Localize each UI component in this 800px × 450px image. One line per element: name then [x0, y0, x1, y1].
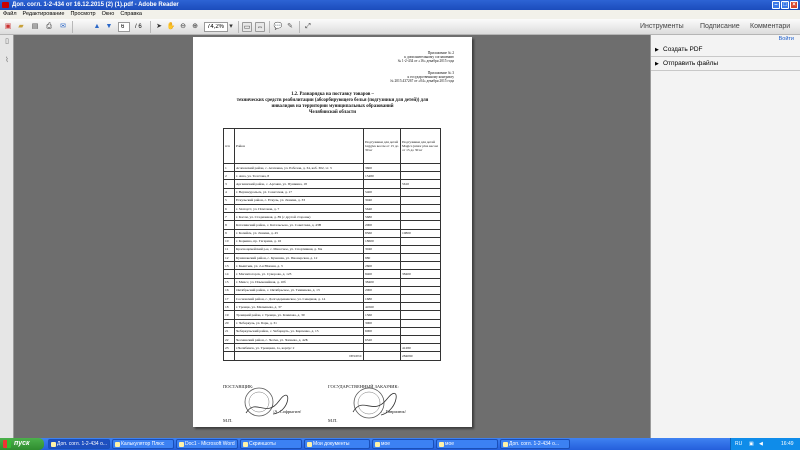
- district-cell: г. Кыштым, ул. 2-я Южная, д. 3: [235, 262, 364, 270]
- task-icon: [179, 442, 184, 447]
- district-cell: г. Чебаркуль, ул. Барк, д. 31: [235, 319, 364, 327]
- column-header: п/п: [224, 129, 235, 164]
- giggles-cell: 3040: [364, 245, 401, 253]
- table-row: [224, 303, 441, 311]
- magics-cell: 41280: [401, 344, 441, 352]
- toolbar-divider: [150, 21, 151, 33]
- table-row: [224, 172, 441, 180]
- comment-icon[interactable]: 💬: [273, 23, 283, 30]
- fit-page-icon[interactable]: ▭: [243, 24, 251, 31]
- giggles-cell: 44560: [364, 303, 401, 311]
- toolbar-divider: [269, 21, 270, 33]
- magics-cell: [401, 172, 441, 180]
- magics-cell: [401, 278, 441, 286]
- header-line: № 1-2-434 от «16» декабря 2015 года: [397, 59, 454, 63]
- table-row: [224, 245, 441, 253]
- tab-sign[interactable]: Подписание: [700, 23, 740, 30]
- volume-icon[interactable]: ◀: [759, 441, 763, 447]
- menu-edit[interactable]: Редактирование: [22, 11, 65, 17]
- table-row: [224, 164, 441, 172]
- magics-cell: [401, 327, 441, 335]
- zoom-level-input[interactable]: [204, 22, 228, 32]
- row-number-cell: 22: [224, 335, 235, 343]
- district-cell: г. Златоуст, ул. Почтовая, д. 7: [235, 204, 364, 212]
- tab-comments[interactable]: Комментари: [750, 23, 791, 30]
- row-number-cell: 12: [224, 254, 235, 262]
- table-row: [224, 327, 441, 335]
- task-folder-moe-1[interactable]: [372, 439, 434, 449]
- table-row: [224, 319, 441, 327]
- row-number-cell: 13: [224, 262, 235, 270]
- table-total-row: [224, 352, 441, 360]
- task-label: Скриншоты: [249, 441, 276, 447]
- district-cell: г. Магнитогорск, ул. Суворова, д. 123: [235, 270, 364, 278]
- row-number-cell: 21: [224, 327, 235, 335]
- district-cell: г. Касли, ул. Стадионная, д. 89 (с другой стороны): [235, 213, 364, 221]
- task-adobe-reader[interactable]: [48, 439, 110, 449]
- magics-cell: [401, 245, 441, 253]
- expand-triangle-icon: ▶: [655, 61, 659, 67]
- task-label: Мои документы: [313, 441, 350, 447]
- start-button[interactable]: [0, 438, 44, 450]
- create-pdf-label: Создать PDF: [663, 46, 703, 53]
- giggles-cell: 2600: [364, 262, 401, 270]
- column-header: Подгузники для детей Giggles весом от 15 до 30 кг: [364, 129, 401, 164]
- magics-cell: 5610: [401, 180, 441, 188]
- task-adobe-reader-2[interactable]: [500, 439, 570, 449]
- table-row: [224, 213, 441, 221]
- window-title: Доп. согл. 1-2-434 от 16.12.2015 (2) (1).pdf - Adobe Reader: [12, 2, 179, 8]
- document-viewport[interactable]: [14, 35, 650, 438]
- column-header: Подгузники для детей Magics junior plus весом от 15 до 30 кг: [401, 129, 441, 164]
- giggles-cell: 3000: [364, 319, 401, 327]
- district-cell: Аргаяшский район, с. Аргаяш, ул. Пушкина, 18: [235, 180, 364, 188]
- print-icon[interactable]: ⎙: [46, 23, 52, 30]
- giggles-cell: 6520: [364, 335, 401, 343]
- row-number-cell: 1: [224, 164, 235, 172]
- task-label: мое: [445, 441, 454, 447]
- toolbar-divider: [72, 21, 73, 33]
- menu-bar: [0, 10, 800, 19]
- previous-page-icon[interactable]: ▲: [93, 23, 101, 30]
- menu-file[interactable]: Файл: [3, 11, 17, 17]
- task-label: мое: [381, 441, 390, 447]
- giggles-cell: 2000: [364, 221, 401, 229]
- magics-cell: [401, 196, 441, 204]
- giggles-cell: 8560: [364, 229, 401, 237]
- task-icon: [51, 442, 56, 447]
- save-icon[interactable]: ▤: [31, 23, 39, 30]
- giggles-cell: 8400: [364, 270, 401, 278]
- expand-triangle-icon: ▶: [655, 47, 659, 53]
- row-number-cell: 11: [224, 245, 235, 253]
- chevron-down-icon[interactable]: ▾: [229, 23, 233, 30]
- giggles-cell: 1560: [364, 311, 401, 319]
- pages-panel-icon[interactable]: ▯: [5, 38, 9, 45]
- magics-cell: [401, 295, 441, 303]
- title-line: инвалидов на территории муниципальных образований: [271, 104, 394, 109]
- header-line: Приложение № 3: [427, 71, 454, 75]
- navigation-pane: [0, 35, 14, 438]
- magics-cell: [401, 311, 441, 319]
- magics-cell: [401, 319, 441, 327]
- customer-name: / . Гаврилюк/: [381, 409, 406, 414]
- table-row: [224, 344, 441, 352]
- header-line: к государственному контракту: [407, 75, 454, 79]
- row-number-cell: 17: [224, 295, 235, 303]
- row-number-cell: 10: [224, 237, 235, 245]
- next-page-icon[interactable]: ▼: [105, 23, 113, 30]
- title-line: Челябинской области: [308, 110, 357, 115]
- row-number-cell: 20: [224, 319, 235, 327]
- row-number-cell: 15: [224, 278, 235, 286]
- task-word[interactable]: [176, 439, 238, 449]
- row-number-cell: 18: [224, 303, 235, 311]
- district-cell: г. Аша, ул. Толстова, 8: [235, 172, 364, 180]
- customer-mp: М.П.: [328, 418, 338, 423]
- empty-cell: [364, 352, 401, 360]
- district-cell: Красноармейский р-н, с. Миасское, ул. Спортивная, д. 8А: [235, 245, 364, 253]
- magics-cell: [401, 254, 441, 262]
- document-title: [193, 92, 472, 116]
- task-my-documents[interactable]: [304, 439, 370, 449]
- supplier-name: /А. Софрыгин/: [273, 409, 302, 414]
- giggles-cell: [364, 344, 401, 352]
- district-cell: Каталинский район, с. Катальсьою, ул. Советская, д. 43В: [235, 221, 364, 229]
- magics-cell: [401, 237, 441, 245]
- network-icon[interactable]: ▣: [749, 441, 754, 447]
- magics-cell: [401, 335, 441, 343]
- customer-stamp-inner: [358, 392, 380, 414]
- district-cell: Кунашакский район, с. Кунашак, ул. Пионерская, д. 12: [235, 254, 364, 262]
- row-number-cell: 3: [224, 180, 235, 188]
- giggles-cell: [364, 180, 401, 188]
- sign-in-link[interactable]: Войти: [778, 36, 794, 42]
- district-cell: г. Миасс, ул. Ильменейная, д. 10б: [235, 278, 364, 286]
- giggles-cell: 1680: [364, 295, 401, 303]
- header-line: Приложение № 2: [427, 51, 454, 55]
- windows-logo-icon: [3, 440, 11, 448]
- district-cell: Чебаркульский район, с. Чебаркуль, ул. Карпенко, д. 15: [235, 327, 364, 335]
- toolbar-divider: [299, 21, 300, 33]
- page-number-input[interactable]: [118, 22, 130, 32]
- create-pdf-icon[interactable]: ▣: [4, 23, 12, 30]
- language-indicator[interactable]: RU: [735, 441, 743, 447]
- pdf-page: [193, 37, 472, 427]
- total-value-cell: 284090: [401, 352, 441, 360]
- attachments-icon[interactable]: ⌇: [5, 57, 9, 64]
- expand-icon[interactable]: ⤢: [305, 23, 311, 30]
- magics-cell: [401, 303, 441, 311]
- table-row: [224, 311, 441, 319]
- supplier-signature: [246, 395, 288, 414]
- district-cell: Агаповский район, с. Агаповка, ул. Рабочая, д. 34, каб. 302, эт. 3: [235, 164, 364, 172]
- giggles-cell: 15480: [364, 172, 401, 180]
- row-number-cell: 14: [224, 270, 235, 278]
- task-folder-moe-2[interactable]: [436, 439, 498, 449]
- giggles-cell: 6000: [364, 327, 401, 335]
- district-cell: Сосновский район, с. Долгодеревенское, ул. Северная, д. 14: [235, 295, 364, 303]
- giggles-cell: 5400: [364, 188, 401, 196]
- supplier-stamp-inner: [249, 392, 269, 412]
- magics-cell: [401, 262, 441, 270]
- page-total: / 6: [135, 24, 142, 30]
- district-cell: г. Копейск, ул. Ленина, д. 45: [235, 229, 364, 237]
- table-row: [224, 237, 441, 245]
- task-icon: [375, 442, 380, 447]
- total-label-cell: ИТОГО:: [235, 352, 364, 360]
- menu-view[interactable]: Просмотр: [70, 11, 96, 17]
- customer-signature: [353, 393, 396, 415]
- table-row: [224, 221, 441, 229]
- table-row: [224, 278, 441, 286]
- table-header-row: [224, 129, 441, 164]
- highlight-icon[interactable]: ✎: [287, 23, 293, 30]
- magics-cell: [401, 188, 441, 196]
- menu-window[interactable]: Окно: [101, 11, 115, 17]
- magics-cell: 38400: [401, 270, 441, 278]
- system-tray: [730, 438, 800, 450]
- task-icon: [503, 442, 508, 447]
- distribution-table: [223, 128, 441, 361]
- magics-cell: [401, 204, 441, 212]
- giggles-cell: 3600: [364, 164, 401, 172]
- maximize-button[interactable]: □: [781, 1, 789, 9]
- giggles-cell: 880: [364, 254, 401, 262]
- row-number-cell: 9: [224, 229, 235, 237]
- start-label: пуск: [14, 440, 30, 447]
- district-cell: г.Челябинск, ул. Троицкая, 1а, корпус 2: [235, 344, 364, 352]
- create-pdf-section[interactable]: [651, 43, 800, 57]
- giggles-cell: 5680: [364, 213, 401, 221]
- supplier-title: ПОСТАВЩИК:: [223, 384, 254, 389]
- district-cell: Троицкий район, г. Троицк, ул. Климова, д. 30: [235, 311, 364, 319]
- task-label: Доп. согл. 1-2-434 о...: [57, 441, 108, 447]
- adobe-reader-icon: [2, 2, 9, 8]
- giggles-cell: 3040: [364, 196, 401, 204]
- send-files-section[interactable]: [651, 57, 800, 71]
- header-line: № 2015.437267 от «04» декабря 2015 года: [390, 79, 454, 83]
- district-cell: г. Верхнеуральск, ул. Советская, д. 17: [235, 188, 364, 196]
- table-row: [224, 229, 441, 237]
- table-row: [224, 254, 441, 262]
- supplier-mp: М.П.: [223, 418, 233, 423]
- magics-cell: [401, 213, 441, 221]
- minimize-button[interactable]: –: [772, 1, 780, 9]
- table-row: [224, 262, 441, 270]
- task-label: Doc1 - Microsoft Word: [185, 441, 235, 447]
- district-cell: г. Коркино, пр. Гагарина, д. 16: [235, 237, 364, 245]
- column-header: Район: [235, 129, 364, 164]
- tools-panel: [650, 35, 800, 438]
- magics-cell: [401, 221, 441, 229]
- giggles-cell: 2000: [364, 286, 401, 294]
- tab-tools[interactable]: Инструменты: [640, 23, 684, 30]
- table-row: [224, 188, 441, 196]
- empty-cell: [224, 352, 235, 360]
- zoom-in-icon[interactable]: ⊕: [192, 23, 198, 30]
- magics-cell: [401, 286, 441, 294]
- title-line: технических средств реабилитации (абсорбирующего белья (подгузники для детей)) для: [236, 98, 429, 103]
- row-number-cell: 8: [224, 221, 235, 229]
- district-cell: Октябрьский район, с. Октябрьское, ул. Тимашева, д. 13: [235, 286, 364, 294]
- magics-cell: [401, 164, 441, 172]
- table-row: [224, 295, 441, 303]
- row-number-cell: 5: [224, 196, 235, 204]
- task-icon: [115, 442, 120, 447]
- menu-help[interactable]: Справка: [120, 11, 142, 17]
- giggles-cell: 38400: [364, 278, 401, 286]
- row-number-cell: 23: [224, 344, 235, 352]
- task-label: Доп. согл. 1-2-434 о...: [509, 441, 560, 447]
- table-row: [224, 270, 441, 278]
- send-files-label: Отправить файлы: [663, 60, 719, 67]
- task-icon: [243, 442, 248, 447]
- clock: 16:49: [781, 441, 794, 447]
- giggles-cell: 18600: [364, 237, 401, 245]
- header-line: к дополнительному соглашению: [404, 55, 454, 59]
- row-number-cell: 2: [224, 172, 235, 180]
- task-calculator[interactable]: [112, 439, 174, 449]
- row-number-cell: 7: [224, 213, 235, 221]
- fit-width-icon[interactable]: ⇔: [256, 24, 264, 31]
- magics-cell: 10800: [401, 229, 441, 237]
- customer-title: ГОСУДАРСТВЕННЫЙ ЗАКАЗЧИК:: [328, 384, 399, 389]
- task-icon: [307, 442, 312, 447]
- table-row: [224, 335, 441, 343]
- district-cell: Еткульский район, с. Еткуль, ул. Ленина, д. 33: [235, 196, 364, 204]
- row-number-cell: 19: [224, 311, 235, 319]
- row-number-cell: 6: [224, 204, 235, 212]
- select-cursor-icon[interactable]: ➤: [156, 23, 162, 30]
- zoom-out-icon[interactable]: ⊖: [180, 23, 186, 30]
- toolbar-divider: [238, 21, 239, 33]
- task-icon: [439, 442, 444, 447]
- task-label: Калькулятор Плюс: [121, 441, 165, 447]
- task-screenshots[interactable]: [240, 439, 302, 449]
- hand-tool-icon[interactable]: ✋: [166, 23, 176, 30]
- table-row: [224, 196, 441, 204]
- district-cell: г. Троицк, ул. Малышева, д. 37: [235, 303, 364, 311]
- email-icon[interactable]: ✉: [60, 23, 66, 30]
- close-button[interactable]: ×: [790, 1, 798, 9]
- table-row: [224, 286, 441, 294]
- title-line: 1.2. Разнарядка на поставку товаров –: [291, 92, 374, 97]
- row-number-cell: 16: [224, 286, 235, 294]
- title-bar: [0, 0, 800, 10]
- row-number-cell: 4: [224, 188, 235, 196]
- giggles-cell: 5640: [364, 204, 401, 212]
- open-folder-icon[interactable]: ▰: [18, 23, 24, 30]
- taskbar: [0, 438, 800, 450]
- customer-stamp: [354, 388, 384, 418]
- district-cell: Чесменский район, с. Чесма, ул. Чапаева, д. 42Б: [235, 335, 364, 343]
- table-row: [224, 180, 441, 188]
- table-row: [224, 204, 441, 212]
